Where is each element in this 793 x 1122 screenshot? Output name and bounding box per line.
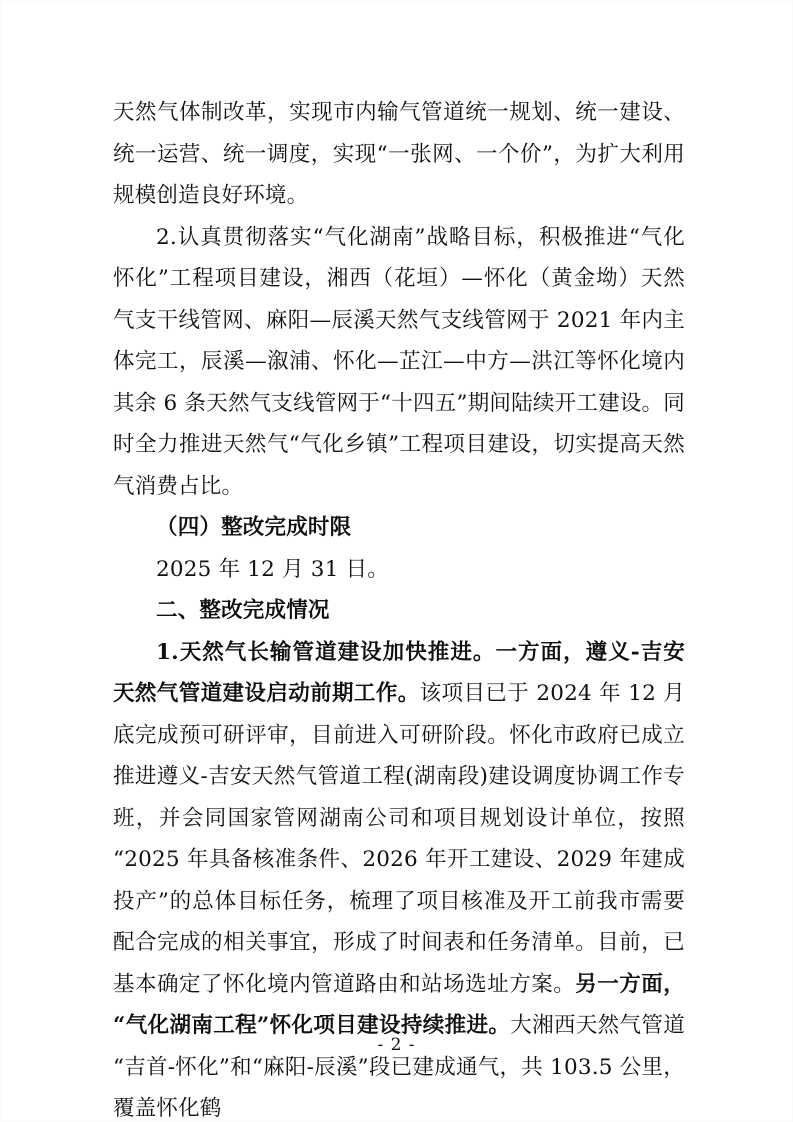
run-normal-2: 大湘西天然气管道“吉首-怀化”和“麻阳-辰溪”段已建成通气，共 103.5 公里，覆盖怀化鹤 bbox=[113, 1013, 685, 1121]
paragraph-2: 2.认真贯彻落实“气化湖南”战略目标，积极推进“气化怀化”工程项目建设，湘西（花垣）—怀化（黄金坳）天然气支干线管网、麻阳—辰溪天然气支线管网于 2021 年内主体完工，辰溪—溆浦、怀化—芷江—中方—洪江等怀化境内其余 6 条天然气支线管网于“十四五”期间陆续开工建设。同时全力推进天然气“气化乡镇”工程项目建设，切实提高天然气消费占比。 bbox=[113, 224, 685, 499]
run-bold-2: 另一方面，“气化湖南工程”怀化项目建设持续推进。 bbox=[113, 971, 685, 1038]
run-normal-1: 该项目已于 2024 年 12 月底完成预可研评审，目前进入可研阶段。怀化市政府已成立推进遵义-吉安天然气管道工程(湖南段)建设调度协调工作专班，并会同国家管网湖南公司和项目规划设计单位，按照“2025 年具备核准条件、2026 年开工建设、2029 年建成投产”的总体目标任务，梳理了项目核准及开工前我市需要配合完成的相关事宜，形成了时间表和任务清单。目前，已基本确定了怀化境内管道路由和站场选址方案。 bbox=[113, 681, 685, 997]
run-bold-1: 1.天然气长输管道建设加快推进。一方面，遵义-吉安天然气管道建设启动前期工作。 bbox=[113, 639, 685, 706]
paragraph-1: 天然气体制改革，实现市内输气管道统一规划、统一建设、统一运营、统一调度，实现“一张网、一个价”，为扩大利用规模创造良好环境。 bbox=[113, 100, 685, 208]
section-heading-four: （四）整改完成时限 bbox=[156, 515, 352, 540]
document-body bbox=[113, 92, 685, 1122]
page-number: - 2 - bbox=[377, 1035, 416, 1055]
paragraph-deadline-date: 2025 年 12 月 31 日。 bbox=[156, 556, 390, 582]
section-heading-two: 二、整改完成情况 bbox=[156, 598, 330, 623]
